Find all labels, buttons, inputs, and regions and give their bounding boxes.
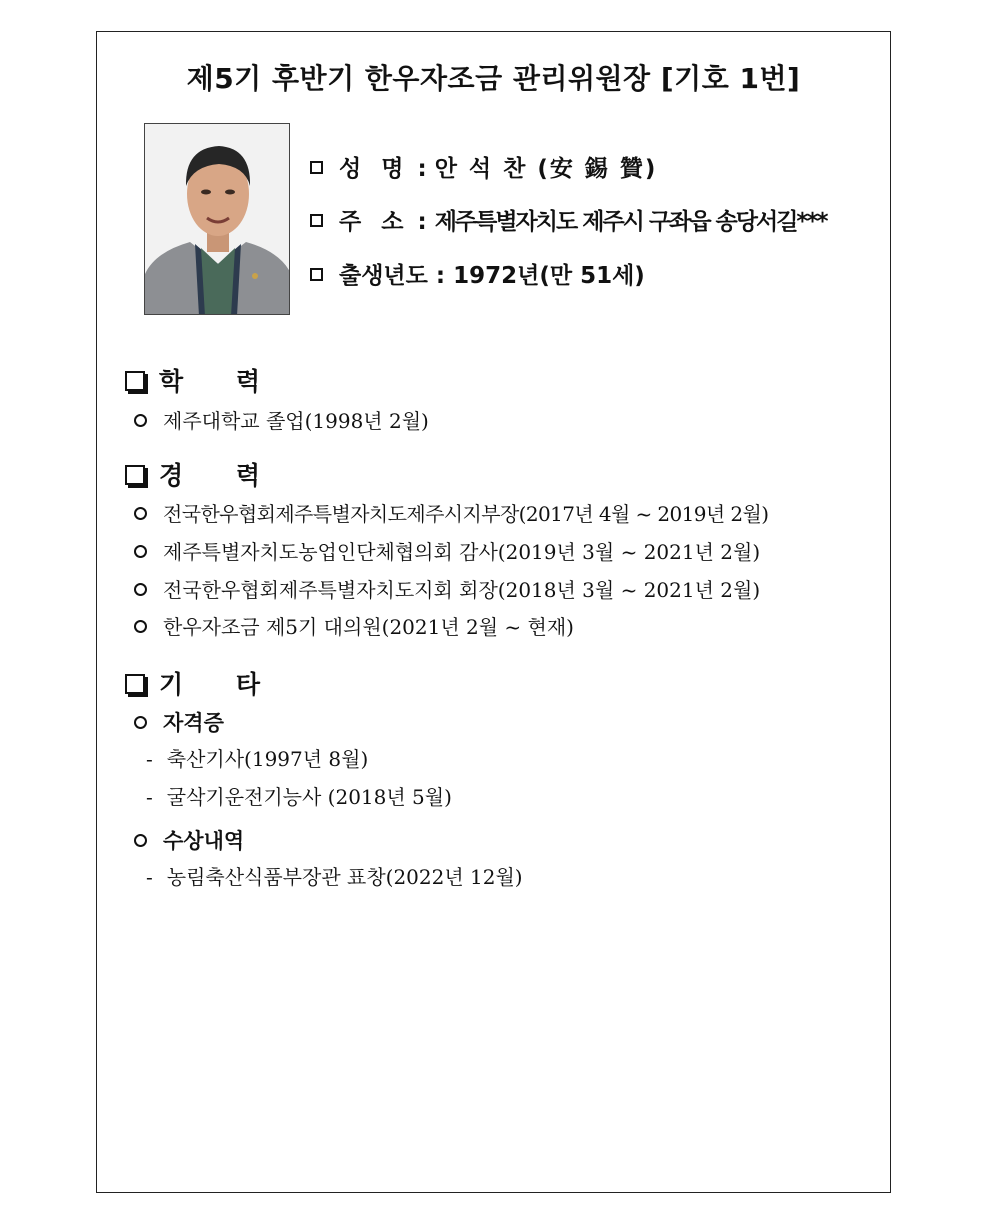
other-heading: 기 타	[125, 665, 282, 701]
checkbox-bullet-icon	[310, 268, 323, 281]
dash-bullet: -	[146, 865, 153, 889]
birth-row	[310, 257, 645, 290]
circle-bullet-icon	[134, 716, 147, 729]
circle-bullet-icon	[134, 583, 147, 596]
section-box-icon	[125, 371, 145, 391]
section-box-icon	[125, 674, 145, 694]
checkbox-bullet-icon	[310, 214, 323, 227]
name-label: 성 명	[339, 156, 410, 182]
name-row	[310, 150, 657, 183]
birth-value: 1972년(만 51세)	[453, 263, 645, 289]
dash-bullet: -	[146, 747, 153, 771]
list-item: - 농림축산식품부장관 표창(2022년 12월)	[146, 865, 523, 889]
separator: :	[435, 263, 446, 289]
education-heading: 학 력	[125, 362, 282, 398]
list-item: - 굴삭기운전기능사 (2018년 5월)	[146, 785, 452, 809]
certificates-heading: 자격증	[134, 707, 224, 737]
list-item: 제주대학교 졸업(1998년 2월)	[134, 405, 429, 434]
circle-bullet-icon	[134, 620, 147, 633]
career-heading: 경 력	[125, 456, 282, 492]
page-title: 제5기 후반기 한우자조금 관리위원장 [기호 1번]	[186, 62, 801, 95]
address-row	[310, 203, 827, 236]
circle-bullet-icon	[134, 834, 147, 847]
circle-bullet-icon	[134, 545, 147, 558]
list-item: 한우자조금 제5기 대의원(2021년 2월 ~ 현재)	[134, 611, 574, 640]
list-item: 전국한우협회제주특별자치도제주시지부장(2017년 4월 ~ 2019년 2월)	[134, 498, 768, 527]
separator: :	[417, 209, 427, 235]
address-value: 제주특별자치도 제주시 구좌읍 송당서길***	[434, 209, 827, 235]
dash-bullet: -	[146, 785, 153, 809]
circle-bullet-icon	[134, 507, 147, 520]
awards-heading: 수상내역	[134, 825, 244, 855]
candidate-photo	[144, 123, 290, 315]
list-item: 제주특별자치도농업인단체협의회 감사(2019년 3월 ~ 2021년 2월)	[134, 536, 760, 565]
circle-bullet-icon	[134, 414, 147, 427]
birth-label: 출생년도	[339, 263, 428, 289]
section-box-icon	[125, 465, 145, 485]
list-item: 전국한우협회제주특별자치도지회 회장(2018년 3월 ~ 2021년 2월)	[134, 574, 760, 603]
address-label: 주 소	[339, 209, 410, 235]
separator: :	[417, 156, 427, 182]
name-value: 안 석 찬 (安 錫 贊)	[434, 156, 658, 182]
list-item: - 축산기사(1997년 8월)	[146, 747, 369, 771]
checkbox-bullet-icon	[310, 161, 323, 174]
